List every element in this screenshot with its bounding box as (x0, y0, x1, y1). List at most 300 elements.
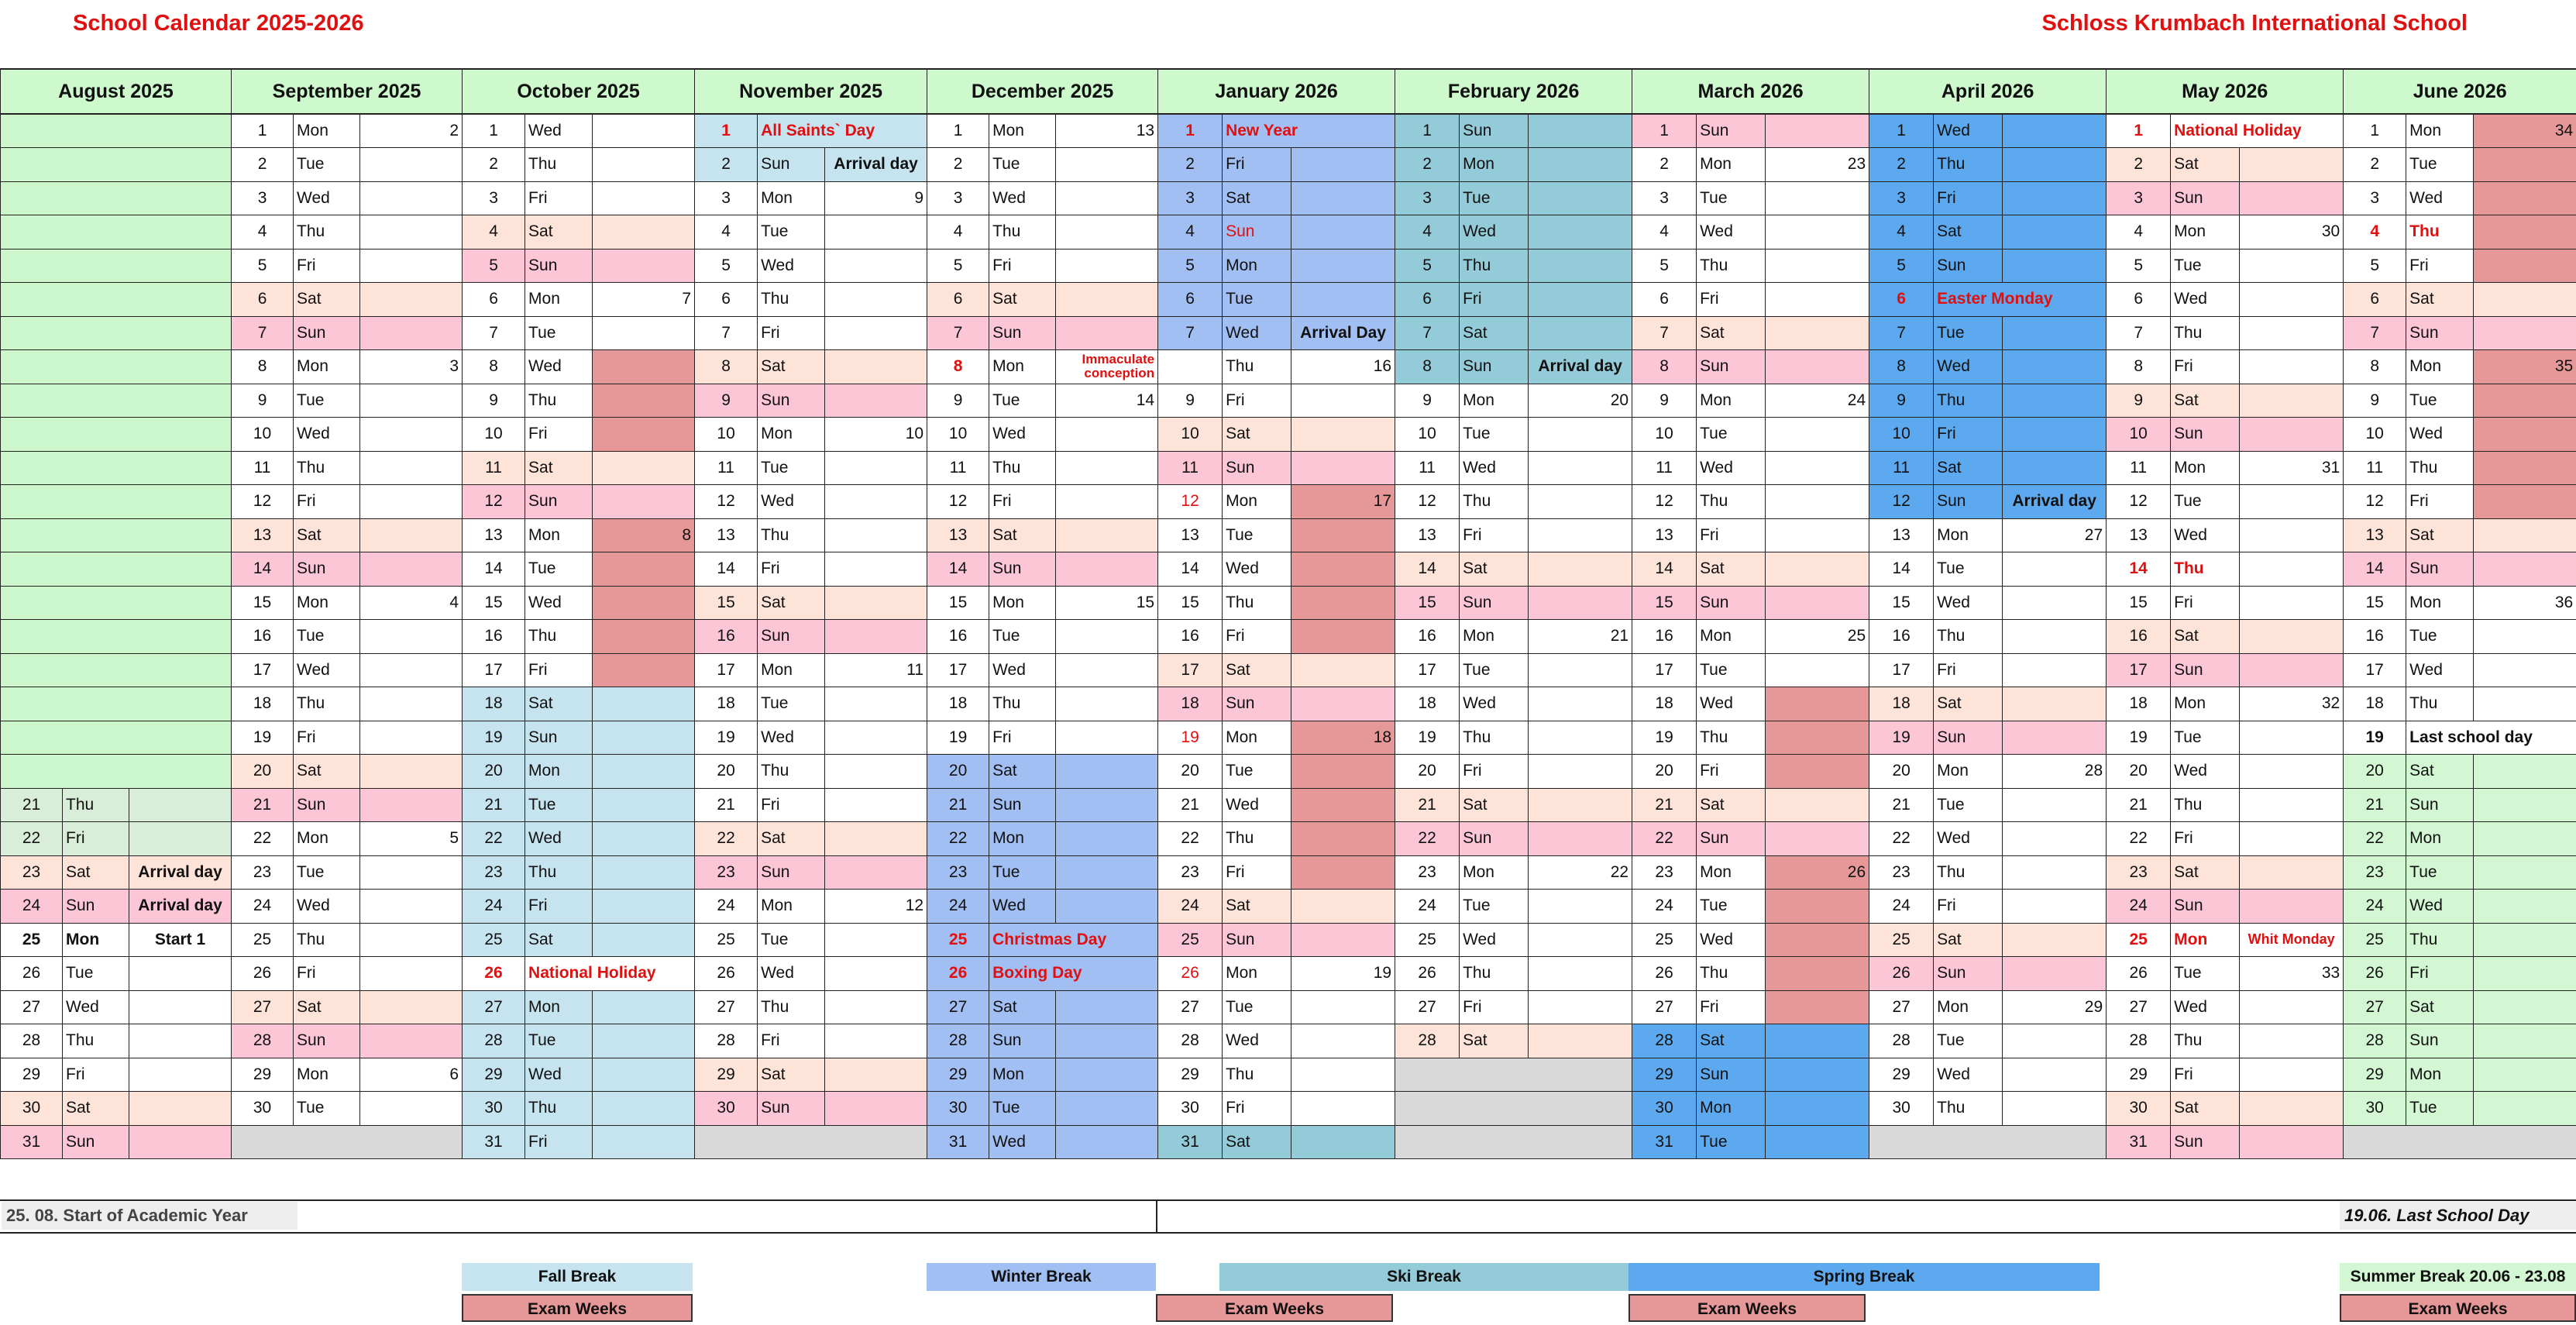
day-number: 19 (927, 721, 989, 755)
day-number: 18 (463, 687, 525, 721)
day-number: 4 (1632, 215, 1697, 250)
day-row (1, 181, 2576, 215)
day-number: 2 (2344, 148, 2406, 182)
day-note (360, 552, 463, 587)
weekday-label: Thu (1934, 1092, 2003, 1126)
day-note (360, 788, 463, 822)
weekday-label: Wed (525, 586, 593, 620)
week-number: 36 (2474, 586, 2576, 620)
day-number: 20 (463, 755, 525, 789)
weekday-label: Fri (1697, 283, 1766, 317)
weekday-label: Tue (989, 620, 1056, 654)
day-note (1529, 451, 1632, 485)
day-number: 10 (232, 418, 294, 452)
weekday-label: Mon (1460, 148, 1529, 182)
month-header: August 2025 (1, 69, 232, 114)
weekday-label: Mon (2406, 1058, 2474, 1092)
day-note (2474, 148, 2576, 182)
legend-winter-break: Winter Break (927, 1263, 1156, 1291)
weekday-label: Thu (525, 148, 593, 182)
day-note (2474, 755, 2576, 789)
day-note (129, 957, 232, 991)
weekday-label: Tue (1223, 755, 1291, 789)
weekday-label: Sat (1934, 923, 2003, 957)
day-number: 13 (695, 518, 758, 552)
day-number: 8 (927, 350, 989, 384)
weekday-label: Sun (758, 1092, 825, 1126)
day-number: 14 (1395, 552, 1460, 587)
day-note (1056, 1058, 1158, 1092)
day-number: 25 (1395, 923, 1460, 957)
day-note (2003, 855, 2107, 890)
day-note (1056, 451, 1158, 485)
weekday-label: Sat (989, 990, 1056, 1024)
week-number: 7 (593, 283, 695, 317)
day-number: 6 (2107, 283, 2171, 317)
week-number: 25 (1766, 620, 1869, 654)
weekday-label: Sun (525, 249, 593, 283)
empty-day-cell (1395, 1125, 1632, 1159)
weekday-label: Fri (1223, 855, 1291, 890)
day-note (2003, 890, 2107, 924)
day-number: 24 (2107, 890, 2171, 924)
day-number: 4 (232, 215, 294, 250)
day-number: 16 (2344, 620, 2406, 654)
day-note (2003, 1092, 2107, 1126)
empty-day-cell (1, 148, 232, 182)
weekday-label: Wed (2171, 755, 2240, 789)
weekday-label: Sun (1934, 721, 2003, 755)
weekday-label: Mon (2171, 451, 2240, 485)
day-number: 17 (1632, 653, 1697, 687)
day-note (2474, 653, 2576, 687)
day-note (2240, 890, 2344, 924)
holiday-label: National Holiday (2171, 114, 2344, 148)
day-number: 31 (1632, 1125, 1697, 1159)
weekday-label: Fri (1223, 1092, 1291, 1126)
weekday-label: Fri (63, 1058, 129, 1092)
weekday-label: Fri (1223, 148, 1291, 182)
empty-day-cell (1395, 1058, 1632, 1092)
day-number: 27 (695, 990, 758, 1024)
weekday-label: Tue (1460, 890, 1529, 924)
holiday-label: Boxing Day (989, 957, 1158, 991)
day-number: 24 (695, 890, 758, 924)
day-note (593, 485, 695, 519)
week-number: 31 (2240, 451, 2344, 485)
day-note (1529, 283, 1632, 317)
weekday-label: Thu (525, 620, 593, 654)
weekday-label: Mon (525, 518, 593, 552)
day-number: 25 (463, 923, 525, 957)
day-number: 18 (1395, 687, 1460, 721)
day-note (1056, 181, 1158, 215)
weekday-label: Mon (758, 890, 825, 924)
day-note (593, 1058, 695, 1092)
calendar-table (0, 68, 2576, 1159)
weekday-label: Thu (758, 283, 825, 317)
weekday-label: Mon (1934, 755, 2003, 789)
day-note (2240, 1058, 2344, 1092)
weekday-label: Fri (525, 653, 593, 687)
day-number: 10 (1395, 418, 1460, 452)
day-number: 13 (1158, 518, 1223, 552)
day-number: 13 (2344, 518, 2406, 552)
weekday-label: Fri (294, 957, 360, 991)
day-number: 26 (463, 957, 525, 991)
day-note (1056, 1125, 1158, 1159)
weekday-label: Thu (1460, 485, 1529, 519)
weekday-label: Mon (1697, 855, 1766, 890)
day-number: 8 (1632, 350, 1697, 384)
weekday-label: Wed (989, 1125, 1056, 1159)
weekday-label: Sat (1460, 788, 1529, 822)
week-number: 23 (1766, 148, 1869, 182)
day-note (2474, 890, 2576, 924)
day-note (825, 586, 927, 620)
day-number: 22 (2344, 822, 2406, 856)
day-number: 10 (695, 418, 758, 452)
weekday-label: Wed (294, 418, 360, 452)
day-note (360, 1092, 463, 1126)
weekday-label: Mon (989, 350, 1056, 384)
day-number: 12 (695, 485, 758, 519)
week-number: 16 (1291, 350, 1395, 384)
weekday-label: Mon (1697, 1092, 1766, 1126)
weekday-label: Sat (294, 755, 360, 789)
weekday-label: Tue (294, 384, 360, 418)
day-note (2474, 384, 2576, 418)
day-number: 2 (463, 148, 525, 182)
day-row (1, 620, 2576, 654)
empty-day-cell (1, 384, 232, 418)
day-note (1529, 755, 1632, 789)
weekday-label: Wed (294, 890, 360, 924)
day-note: Immaculate conception (1056, 350, 1158, 384)
day-number: 24 (1395, 890, 1460, 924)
day-note (2474, 283, 2576, 317)
day-note (360, 249, 463, 283)
day-number: 30 (463, 1092, 525, 1126)
weekday-label: Fri (2171, 1058, 2240, 1092)
day-number: 3 (1158, 181, 1223, 215)
weekday-label: Tue (2171, 249, 2240, 283)
day-number: 22 (927, 822, 989, 856)
weekday-label: Sun (1223, 451, 1291, 485)
weekday-label: Sat (294, 990, 360, 1024)
weekday-label: Tue (758, 687, 825, 721)
weekday-label: Tue (758, 215, 825, 250)
day-number: 16 (1632, 620, 1697, 654)
weekday-label: Fri (1934, 653, 2003, 687)
day-note (1056, 1092, 1158, 1126)
day-number: 11 (2344, 451, 2406, 485)
month-header: March 2026 (1632, 69, 1869, 114)
day-note (360, 755, 463, 789)
empty-day-cell (1, 755, 232, 789)
weekday-label: Sat (1697, 1024, 1766, 1058)
day-number: 24 (1632, 890, 1697, 924)
day-number: 17 (463, 653, 525, 687)
day-number: 9 (2107, 384, 2171, 418)
weekday-label: Thu (758, 990, 825, 1024)
day-note (1056, 418, 1158, 452)
day-note (2240, 418, 2344, 452)
day-number: 14 (232, 552, 294, 587)
weekday-label: Wed (1934, 114, 2003, 148)
weekday-label: Sun (2406, 316, 2474, 350)
weekday-label: Sat (989, 518, 1056, 552)
weekday-label: Tue (1697, 890, 1766, 924)
weekday-label: Wed (2171, 518, 2240, 552)
weekday-label: Wed (1934, 822, 2003, 856)
day-number: 1 (927, 114, 989, 148)
day-number: 20 (695, 755, 758, 789)
weekday-label: Tue (2406, 855, 2474, 890)
day-number: 16 (927, 620, 989, 654)
day-number: 29 (2107, 1058, 2171, 1092)
day-note (360, 181, 463, 215)
day-number: 24 (232, 890, 294, 924)
day-note (1056, 518, 1158, 552)
day-number: 30 (1869, 1092, 1934, 1126)
day-note (1056, 485, 1158, 519)
legend-exam-weeks-2: Exam Weeks (1156, 1294, 1393, 1322)
day-note: Start 1 (129, 923, 232, 957)
week-number: 34 (2474, 114, 2576, 148)
day-note (2474, 957, 2576, 991)
day-note (1529, 148, 1632, 182)
day-note (129, 1125, 232, 1159)
weekday-label: Thu (2171, 1024, 2240, 1058)
weekday-label: Fri (1460, 518, 1529, 552)
day-note (593, 181, 695, 215)
day-number: 26 (2344, 957, 2406, 991)
day-number: 2 (695, 148, 758, 182)
day-number: 4 (695, 215, 758, 250)
weekday-label: Sun (1697, 114, 1766, 148)
day-note (2474, 620, 2576, 654)
day-note (1766, 1024, 1869, 1058)
day-number: 9 (1395, 384, 1460, 418)
day-number: 5 (232, 249, 294, 283)
day-note (2240, 822, 2344, 856)
day-number: 11 (927, 451, 989, 485)
day-note (2003, 1058, 2107, 1092)
weekday-label: Sun (63, 1125, 129, 1159)
day-number: 6 (695, 283, 758, 317)
day-number: 26 (1395, 957, 1460, 991)
day-note (1056, 283, 1158, 317)
week-number: 22 (1529, 855, 1632, 890)
day-row (1, 1125, 2576, 1159)
week-number: 11 (825, 653, 927, 687)
day-note (2003, 620, 2107, 654)
day-number: 20 (1869, 755, 1934, 789)
weekday-label: Thu (2406, 215, 2474, 250)
weekday-label: Tue (989, 384, 1056, 418)
weekday-label: Tue (2171, 721, 2240, 755)
weekday-label: Fri (1223, 384, 1291, 418)
day-number: 17 (2344, 653, 2406, 687)
day-note (1766, 350, 1869, 384)
day-note (1766, 890, 1869, 924)
day-number: 29 (695, 1058, 758, 1092)
weekday-label: Mon (758, 181, 825, 215)
weekday-label: Mon (1223, 249, 1291, 283)
weekday-label: Sat (1223, 418, 1291, 452)
day-note (825, 990, 927, 1024)
day-number: 1 (463, 114, 525, 148)
day-note (2240, 586, 2344, 620)
day-note (1529, 822, 1632, 856)
day-note (825, 485, 927, 519)
day-note (2474, 552, 2576, 587)
weekday-label: Fri (1697, 518, 1766, 552)
weekday-label: Wed (2171, 283, 2240, 317)
day-note (1056, 687, 1158, 721)
day-number: 7 (2107, 316, 2171, 350)
weekday-label: Sun (2171, 1125, 2240, 1159)
day-number: 12 (232, 485, 294, 519)
day-note (825, 283, 927, 317)
day-number: 30 (2107, 1092, 2171, 1126)
day-note (1291, 418, 1395, 452)
weekday-label: Wed (758, 249, 825, 283)
day-note (1291, 1024, 1395, 1058)
weekday-label: Wed (758, 957, 825, 991)
day-number: 2 (1632, 148, 1697, 182)
day-number: 13 (927, 518, 989, 552)
weekday-label: Fri (294, 249, 360, 283)
day-note: Whit Monday (2240, 923, 2344, 957)
day-note (593, 451, 695, 485)
day-number: 28 (695, 1024, 758, 1058)
holiday-label: National Holiday (525, 957, 695, 991)
empty-day-cell (1, 620, 232, 654)
weekday-label: Wed (294, 181, 360, 215)
day-note (593, 148, 695, 182)
day-number: 22 (1395, 822, 1460, 856)
day-number: 28 (1158, 1024, 1223, 1058)
weekday-label: Thu (2406, 923, 2474, 957)
weekday-label: Sun (294, 552, 360, 587)
day-note (1766, 181, 1869, 215)
weekday-label: Sun (1223, 923, 1291, 957)
weekday-label: Sat (2406, 518, 2474, 552)
weekday-label: Sun (2406, 1024, 2474, 1058)
weekday-label: Sat (525, 451, 593, 485)
day-number: 4 (2107, 215, 2171, 250)
weekday-label: Mon (2406, 114, 2474, 148)
day-note (2240, 181, 2344, 215)
weekday-label: Tue (525, 1024, 593, 1058)
day-note (1766, 990, 1869, 1024)
weekday-label: Sat (1934, 215, 2003, 250)
weekday-label: Tue (1934, 788, 2003, 822)
weekday-label: Tue (1460, 181, 1529, 215)
day-number: 27 (463, 990, 525, 1024)
day-note: Arrival Day (1291, 316, 1395, 350)
week-number: 4 (360, 586, 463, 620)
day-number: 9 (927, 384, 989, 418)
day-number: 15 (1632, 586, 1697, 620)
day-row (1, 1024, 2576, 1058)
weekday-label: Fri (1460, 283, 1529, 317)
week-number: 27 (2003, 518, 2107, 552)
day-note (825, 687, 927, 721)
footer-bar (0, 1199, 2576, 1234)
day-note (1766, 822, 1869, 856)
day-number: 16 (695, 620, 758, 654)
month-header: October 2025 (463, 69, 695, 114)
day-number: 14 (1869, 552, 1934, 587)
empty-day-cell (2344, 1125, 2576, 1159)
weekday-label: Sun (294, 788, 360, 822)
weekday-label: Mon (989, 822, 1056, 856)
weekday-label: Wed (989, 418, 1056, 452)
day-note (2240, 552, 2344, 587)
week-number: 17 (1291, 485, 1395, 519)
weekday-label: Sat (1697, 788, 1766, 822)
day-number: 16 (1158, 620, 1223, 654)
day-note (1291, 518, 1395, 552)
day-number: 29 (1869, 1058, 1934, 1092)
day-number: 23 (927, 855, 989, 890)
day-note (1291, 822, 1395, 856)
week-number: 8 (593, 518, 695, 552)
day-note (593, 788, 695, 822)
day-note (1766, 1092, 1869, 1126)
day-number: 30 (1632, 1092, 1697, 1126)
day-number: 9 (232, 384, 294, 418)
day-note (2240, 283, 2344, 317)
month-header: December 2025 (927, 69, 1158, 114)
day-note (1529, 316, 1632, 350)
day-note (825, 755, 927, 789)
day-number: 3 (927, 181, 989, 215)
day-number: 11 (1395, 451, 1460, 485)
day-note (825, 721, 927, 755)
day-number: 8 (695, 350, 758, 384)
day-number: 27 (232, 990, 294, 1024)
day-note (1766, 215, 1869, 250)
weekday-label: Mon (1223, 485, 1291, 519)
day-note (825, 552, 927, 587)
day-number: 13 (1395, 518, 1460, 552)
weekday-label: Tue (1934, 552, 2003, 587)
day-number: 22 (695, 822, 758, 856)
weekday-label: Thu (2171, 316, 2240, 350)
day-note (593, 923, 695, 957)
day-row (1, 586, 2576, 620)
day-number: 8 (463, 350, 525, 384)
legend-fall-break: Fall Break (462, 1263, 693, 1291)
day-number: 26 (1632, 957, 1697, 991)
day-number: 11 (463, 451, 525, 485)
day-number: 19 (1869, 721, 1934, 755)
day-note (593, 687, 695, 721)
day-number: 8 (1869, 350, 1934, 384)
day-note (129, 990, 232, 1024)
day-number: 2 (2107, 148, 2171, 182)
day-number: 4 (927, 215, 989, 250)
day-note (129, 788, 232, 822)
weekday-label: Mon (1223, 721, 1291, 755)
weekday-label: Wed (758, 485, 825, 519)
day-note: Arrival day (129, 890, 232, 924)
day-note (2003, 957, 2107, 991)
